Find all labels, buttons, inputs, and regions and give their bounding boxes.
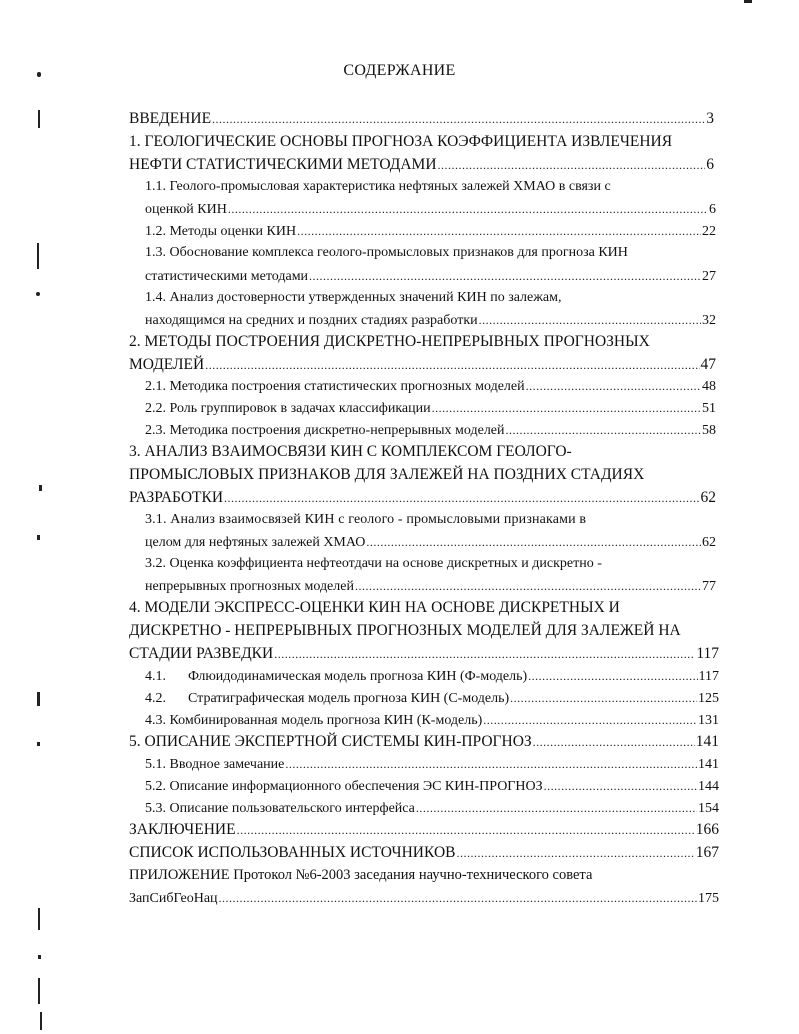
toc-entry[interactable] <box>129 488 716 508</box>
toc-entry-text: ЗАКЛЮЧЕНИЕ <box>129 821 236 838</box>
toc-entry-text: 5.2. Описание информационного обеспечения ЭС КИН-ПРОГНОЗ <box>145 779 543 794</box>
toc-entry-text[interactable]: 1.4. Анализ достоверности утвержденных значений КИН по залежам, <box>145 290 562 305</box>
toc-entry-text: 2.1. Методика построения статистических прогнозных моделей <box>145 379 525 394</box>
toc-entry-text: Стратиграфическая модель прогноза КИН (С-модель) <box>188 691 510 706</box>
toc-entry-text: непрерывных прогнозных моделей <box>145 579 354 594</box>
toc-page-number: 62 <box>702 535 716 550</box>
toc-entry[interactable] <box>145 420 716 440</box>
toc-entry[interactable] <box>129 155 714 175</box>
scan-mark <box>36 292 40 296</box>
toc-page-number: 51 <box>702 401 716 416</box>
toc-entry-text: 2.3. Методика построения дискретно-непрерывных моделей <box>145 423 505 438</box>
toc-entry-number: 4.2. <box>145 691 166 706</box>
scan-mark <box>38 908 40 930</box>
toc-page-number: 6 <box>706 156 714 173</box>
toc-entry-text: 1.2. Методы оценки КИН <box>145 224 297 239</box>
toc-page-number: 117 <box>698 669 719 684</box>
toc-entry[interactable] <box>129 843 719 863</box>
toc-page-number: 117 <box>696 645 719 662</box>
toc-entry[interactable] <box>129 355 716 375</box>
toc-page-number: 125 <box>698 691 719 706</box>
scan-mark <box>37 742 40 746</box>
toc-entry-text: РАЗРАБОТКИ <box>129 489 224 506</box>
toc-entry-text[interactable]: 3. АНАЛИЗ ВЗАИМОСВЯЗИ КИН С КОМПЛЕКСОМ ГЕОЛОГО- <box>129 443 572 460</box>
toc-entry[interactable] <box>129 109 714 129</box>
toc-entry-text[interactable]: ПРОМЫСЛОВЫХ ПРИЗНАКОВ ДЛЯ ЗАЛЕЖЕЙ НА ПОЗДНИХ СТАДИЯХ <box>129 466 645 483</box>
toc-page-number: 58 <box>702 423 716 438</box>
toc-entry[interactable] <box>129 820 719 840</box>
toc-entry-text: Флюидодинамическая модель прогноза КИН (Ф-модель) <box>188 669 528 684</box>
toc-page-number: 141 <box>698 757 719 772</box>
toc-entry[interactable] <box>145 398 716 418</box>
toc-entry[interactable] <box>145 199 716 219</box>
toc-entry[interactable] <box>145 776 719 796</box>
toc-entry-text: НЕФТИ СТАТИСТИЧЕСКИМИ МЕТОДАМИ <box>129 156 437 173</box>
scan-mark <box>38 978 40 1004</box>
toc-entry[interactable] <box>145 798 719 818</box>
scan-mark <box>37 692 40 706</box>
toc-entry-text: целом для нефтяных залежей ХМАО <box>145 535 366 550</box>
toc-entry-text[interactable]: ПРИЛОЖЕНИЕ Протокол №6-2003 заседания научно-технического совета <box>129 867 593 883</box>
toc-page-number: 48 <box>702 379 716 394</box>
toc-page-number: 6 <box>709 202 716 217</box>
toc-entry[interactable] <box>145 688 719 708</box>
toc-entry-text[interactable]: 1.3. Обоснование комплекса геолого-промысловых признаков для прогноза КИН <box>145 245 628 260</box>
toc-page-number: 32 <box>702 313 716 328</box>
toc-page-number: 167 <box>695 844 719 861</box>
toc-page-number: 141 <box>695 733 719 750</box>
toc-entry[interactable] <box>129 644 719 664</box>
page-title: СОДЕРЖАНИЕ <box>343 62 456 79</box>
toc-entry-text: 2.2. Роль группировок в задачах классификации <box>145 401 431 416</box>
scan-mark <box>38 955 41 959</box>
toc-entry-text: СТАДИИ РАЗВЕДКИ <box>129 645 274 662</box>
toc-entry-text[interactable]: ДИСКРЕТНО - НЕПРЕРЫВНЫХ ПРОГНОЗНЫХ МОДЕЛЕЙ ДЛЯ ЗАЛЕЖЕЙ НА <box>129 622 681 639</box>
toc-entry-text[interactable]: 4. МОДЕЛИ ЭКСПРЕСС-ОЦЕНКИ КИН НА ОСНОВЕ ДИСКРЕТНЫХ И <box>129 599 620 616</box>
toc-page-number: 131 <box>698 713 719 728</box>
toc-entry-text[interactable]: 2. МЕТОДЫ ПОСТРОЕНИЯ ДИСКРЕТНО-НЕПРЕРЫВНЫХ ПРОГНОЗНЫХ <box>129 333 650 350</box>
toc-entry-text: СПИСОК ИСПОЛЬЗОВАННЫХ ИСТОЧНИКОВ <box>129 844 456 861</box>
toc-entry-text[interactable]: 3.1. Анализ взаимосвязей КИН с геолого - промысловыми признаками в <box>145 512 587 527</box>
scan-mark <box>37 535 40 540</box>
scan-mark <box>40 1012 42 1030</box>
toc-page-number: 27 <box>702 269 716 284</box>
toc-entry-text: находящимся на средних и поздних стадиях разработки <box>145 313 478 328</box>
scan-mark <box>38 110 40 128</box>
toc-entry[interactable] <box>145 376 716 396</box>
toc-entry[interactable] <box>145 221 716 241</box>
toc-page-number: 77 <box>702 579 716 594</box>
toc-entry-text[interactable]: 1.1. Геолого-промысловая характеристика нефтяных залежей ХМАО в связи с <box>145 179 611 194</box>
toc-page-number: 22 <box>702 224 716 239</box>
toc-entry-text: оценкой КИН <box>145 202 227 217</box>
toc-entry-number: 4.1. <box>145 669 166 684</box>
scan-mark <box>37 243 39 269</box>
toc-entry-text: статистическими методами <box>145 269 309 284</box>
toc-entry[interactable] <box>145 576 716 596</box>
toc-entry[interactable] <box>129 888 719 908</box>
toc-page-number: 144 <box>698 779 719 794</box>
toc-page-number: 175 <box>698 891 719 906</box>
toc-entry[interactable] <box>145 754 719 774</box>
toc-entry-text[interactable]: 1. ГЕОЛОГИЧЕСКИЕ ОСНОВЫ ПРОГНОЗА КОЭФФИЦИЕНТА ИЗВЛЕЧЕНИЯ <box>129 133 673 150</box>
toc-entry-text: ВВЕДЕНИЕ <box>129 110 212 127</box>
toc-entry[interactable] <box>129 732 719 752</box>
toc-entry-text: 4.3. Комбинированная модель прогноза КИН (К-модель) <box>145 713 483 728</box>
toc-entry[interactable] <box>145 532 716 552</box>
toc-page-number: 62 <box>700 489 716 506</box>
toc-entry-text: ЗапСибГеоНац <box>129 891 218 906</box>
toc-entry[interactable] <box>145 266 716 286</box>
scan-mark <box>37 72 41 77</box>
toc-page-number: 154 <box>698 801 719 816</box>
toc-entry-text: МОДЕЛЕЙ <box>129 356 205 373</box>
toc-page-number: 47 <box>700 356 716 373</box>
toc-entry[interactable] <box>145 666 719 686</box>
toc-page-number: 3 <box>706 110 714 127</box>
scan-mark <box>744 0 752 3</box>
toc-entry-text[interactable]: 3.2. Оценка коэффициента нефтеотдачи на основе дискретных и дискретно - <box>145 556 602 571</box>
toc-entry-text: 5.3. Описание пользовательского интерфейса <box>145 801 415 816</box>
toc-entry[interactable] <box>145 310 716 330</box>
scan-mark <box>39 485 42 491</box>
toc-entry-text: 5. ОПИСАНИЕ ЭКСПЕРТНОЙ СИСТЕМЫ КИН-ПРОГНОЗ <box>129 733 532 750</box>
toc-page-number: 166 <box>695 821 719 838</box>
toc-entry[interactable] <box>145 710 719 730</box>
toc-entry-text: 5.1. Вводное замечание <box>145 757 285 772</box>
